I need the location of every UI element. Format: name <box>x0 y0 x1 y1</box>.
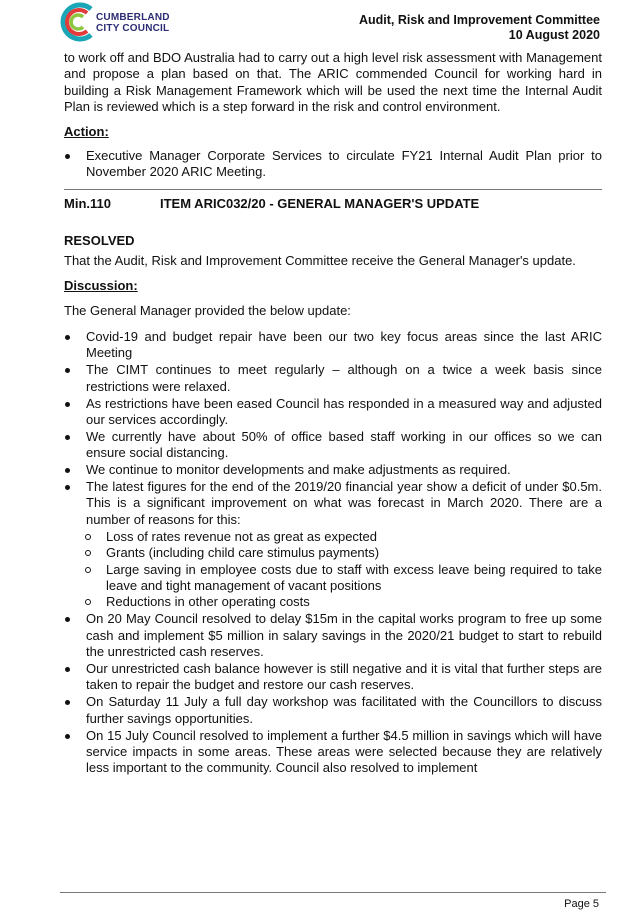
document-body <box>64 50 602 777</box>
list-item: On 20 May Council resolved to delay $15m in the capital works program to free up some cash and implement $5 million in salary savings in the 2020/21 budget to start to rebuild the unrestricted cash reserves. <box>64 611 602 660</box>
discussion-list <box>64 329 602 777</box>
reasons-list <box>64 529 602 611</box>
committee-name: Audit, Risk and Improvement Committee <box>358 13 600 27</box>
resolved-text: That the Audit, Risk and Improvement Committee receive the General Manager's update. <box>64 252 576 268</box>
council-logo <box>58 1 168 43</box>
list-item: Our unrestricted cash balance however is still negative and it is vital that further steps are taken to repair the budget and restore our cash reserves. <box>64 661 602 694</box>
org-name-line2: CITY COUNCIL <box>96 23 170 34</box>
minute-title: ITEM ARIC032/20 - GENERAL MANAGER'S UPDATE <box>160 195 480 211</box>
list-item: Covid-19 and budget repair have been our two key focus areas since the last ARIC Meeting <box>64 329 602 362</box>
minute-number: Min.110 <box>64 195 111 211</box>
council-logo-text <box>96 12 170 34</box>
list-item: We currently have about 50% of office based staff working in our offices so we can ensure social distancing. <box>64 429 602 462</box>
minute-heading <box>64 189 602 212</box>
list-item: On Saturday 11 July a full day workshop was facilitated with the Councillors to discuss further savings opportunities. <box>64 694 602 727</box>
page-number: Page 5 <box>564 898 599 910</box>
action-heading: Action: <box>64 123 109 139</box>
list-item: We continue to monitor developments and make adjustments as required. <box>64 462 602 478</box>
page-header <box>0 0 637 56</box>
reasons-container <box>64 529 602 611</box>
reason-item: Large saving in employee costs due to staff with excess leave being required to take leave and tight management of vacant positions <box>64 562 602 595</box>
meeting-date: 10 August 2020 <box>508 28 600 42</box>
footer-divider <box>60 892 606 893</box>
council-logo-icon <box>58 1 98 43</box>
reason-item: Reductions in other operating costs <box>64 594 602 610</box>
reason-item: Loss of rates revenue not as great as expected <box>64 529 602 545</box>
reason-item: Grants (including child care stimulus payments) <box>64 545 602 561</box>
header-meta <box>359 13 600 43</box>
action-list <box>64 148 602 181</box>
resolved-heading: RESOLVED <box>64 233 135 249</box>
list-item: As restrictions have been eased Council has responded in a measured way and adjusted our services accordingly. <box>64 396 602 429</box>
action-item: Executive Manager Corporate Services to circulate FY21 Internal Audit Plan prior to November 2020 ARIC Meeting. <box>64 148 602 181</box>
list-item: On 15 July Council resolved to implement a further $4.5 million in savings which will have service impacts in some areas. These areas were selected because they are relatively less important to the community. Council also resolved to implement <box>64 728 602 777</box>
list-item: The CIMT continues to meet regularly – although on a twice a week basis since restrictions were relaxed. <box>64 362 602 395</box>
intro-paragraph: to work off and BDO Australia had to carry out a high level risk assessment with Management and propose a plan based on that. The ARIC commended Council for working hard in building a Risk Management Framework which will be used the next time the Internal Audit Plan is reviewed which is a step forward in the risk and control environment. <box>64 50 602 115</box>
org-name-line1: CUMBERLAND <box>96 12 170 23</box>
discussion-heading: Discussion: <box>64 278 138 294</box>
discussion-intro: The General Manager provided the below update: <box>64 303 351 319</box>
list-item: The latest figures for the end of the 2019/20 financial year show a deficit of under $0.5m. This is a significant improvement on what was forecast in March 2020. There are a number of reasons for this: <box>64 479 602 528</box>
